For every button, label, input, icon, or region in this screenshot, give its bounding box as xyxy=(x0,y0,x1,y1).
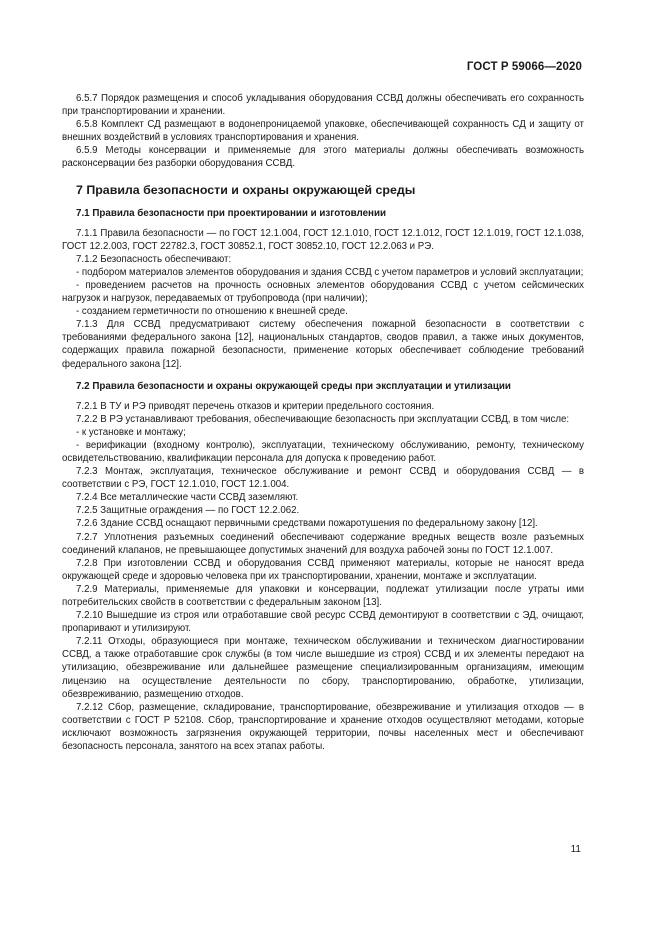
paragraph-7-2-10: 7.2.10 Вышедшие из строя или отработавшие свой ресурс ССВД демонтируют в соответствии с ЭД, очищают, пропаривают и утилизируют. xyxy=(62,610,584,635)
paragraph-7-1-2: 7.1.2 Безопасность обеспечивают: xyxy=(76,253,232,265)
paragraph-7-2-6: 7.2.6 Здание ССВД оснащают первичными средствами пожаротушения по федеральному закону [12]. xyxy=(76,518,538,530)
paragraph-6-5-9: 6.5.9 Методы консервации и применяемые для этого материалы должны обеспечивать возможность расконсервации без разборки оборудования ССВД. xyxy=(62,145,584,170)
paragraph-7-2-3: 7.2.3 Монтаж, эксплуатация, техническое обслуживание и ремонт ССВД и оборудования ССВД — в соответствии с РЭ, ГОСТ 12.1.010, ГОСТ 12.1.004. xyxy=(62,466,584,491)
page-number: 11 xyxy=(570,844,581,855)
paragraph-6-5-7: 6.5.7 Порядок размещения и способ укладывания оборудования ССВД должны обеспечивать его сохранность при транспортировании и хранении. xyxy=(62,93,584,118)
paragraph-7-2-4: 7.2.4 Все металлические части ССВД заземляют. xyxy=(76,492,299,504)
paragraph-7-2-11: 7.2.11 Отходы, образующиеся при монтаже, техническом обслуживании и техническом диагностировании ССВД, а также отработавшие срок службы (в том числе вышедшие из строя) ССВД и их элементы передают на утилизацию, обезвреживание или дальнейшее размещение специализированным организациям, имеющим лицензию на осуществление деятельности по сбору, транспортированию, обработке, утилизации, обезвреживанию, размещению отходов. xyxy=(62,636,584,700)
section-7-1-heading: 7.1 Правила безопасности при проектировании и изготовлении xyxy=(76,207,387,219)
list-item: - проведением расчетов на прочность основных элементов оборудования ССВД с учетом сейсмических нагрузок и нагрузок, передаваемых от трубопровода (при наличии); xyxy=(62,279,584,305)
list-item: - созданием герметичности по отношению к внешней среде. xyxy=(76,306,348,318)
paragraph-7-1-3: 7.1.3 Для ССВД предусматривают систему обеспечения пожарной безопасности в соответствии с требованиями федерального закона [12], национальных стандартов, сводов правил, а также иных документов, содержащих правила пожарной безопасности, применение которых обеспечивает соблюдение требований федерального закона [12]. xyxy=(62,319,584,370)
paragraph-7-2-2: 7.2.2 В РЭ устанавливают требования, обеспечивающие безопасность при эксплуатации ССВД, в том числе: xyxy=(76,413,570,425)
paragraph-6-5-8: 6.5.8 Комплект СД размещают в водонепроницаемой упаковке, обеспечивающей сохранность СД и защиту от внешних воздействий в условиях транспортирования и хранения. xyxy=(62,119,584,144)
section-7-heading: 7 Правила безопасности и охраны окружающей среды xyxy=(76,182,416,197)
paragraph-7-2-1: 7.2.1 В ТУ и РЭ приводят перечень отказов и критерии предельного состояния. xyxy=(76,400,435,412)
paragraph-7-2-7: 7.2.7 Уплотнения разъемных соединений обеспечивают содержание вредных веществ возле разъемных соединений клапанов, не превышающее допустимых значений для воздуха рабочей зоны по ГОСТ 12.1.007. xyxy=(62,531,584,556)
paragraph-7-2-8: 7.2.8 При изготовлении ССВД и оборудования ССВД применяют материалы, которые не наносят вреда окружающей среде и здоровью человека при их транспортировании, хранении, монтаже и эксплуатации. xyxy=(62,557,584,582)
list-item: - верификации (входному контролю), эксплуатации, техническому обслуживанию, ремонту, техническому освидетельствованию, квалификации персонала для допуска к проведению работ. xyxy=(62,439,584,464)
list-item: - подбором материалов элементов оборудования и здания ССВД с учетом параметров и условий эксплуатации; xyxy=(76,266,584,278)
document-code: ГОСТ Р 59066—2020 xyxy=(466,61,582,73)
page-content xyxy=(62,92,584,753)
section-7-2-heading: 7.2 Правила безопасности и охраны окружающей среды при эксплуатации и утилизации xyxy=(76,380,511,392)
paragraph-7-2-9: 7.2.9 Материалы, применяемые для упаковки и консервации, подлежат утилизации после утраты ими потребительских свойств в соответствии с федеральным законом [13]. xyxy=(62,583,584,608)
paragraph-7-2-5: 7.2.5 Защитные ограждения — по ГОСТ 12.2.062. xyxy=(76,505,300,517)
paragraph-7-2-12: 7.2.12 Сбор, размещение, складирование, транспортирование, обезвреживание и утилизация отходов — в соответствии с ГОСТ Р 52108. Сбор, транспортирование и хранение отходов осуществляют методами, которые исключают возможность загрязнения окружающей территории, почвы населенных мест и обеспечивают безопасность персонала, занятого на всех этапах работы. xyxy=(62,701,584,753)
paragraph-7-1-1: 7.1.1 Правила безопасности — по ГОСТ 12.1.004, ГОСТ 12.1.010, ГОСТ 12.1.012, ГОСТ 12.1.019, ГОСТ 12.1.038, ГОСТ 12.2.003, ГОСТ 22782.3, ГОСТ 30852.1, ГОСТ 30852.10, ГОСТ 12.2.063 и РЭ. xyxy=(62,227,584,252)
list-item: - к установке и монтажу; xyxy=(76,426,186,438)
